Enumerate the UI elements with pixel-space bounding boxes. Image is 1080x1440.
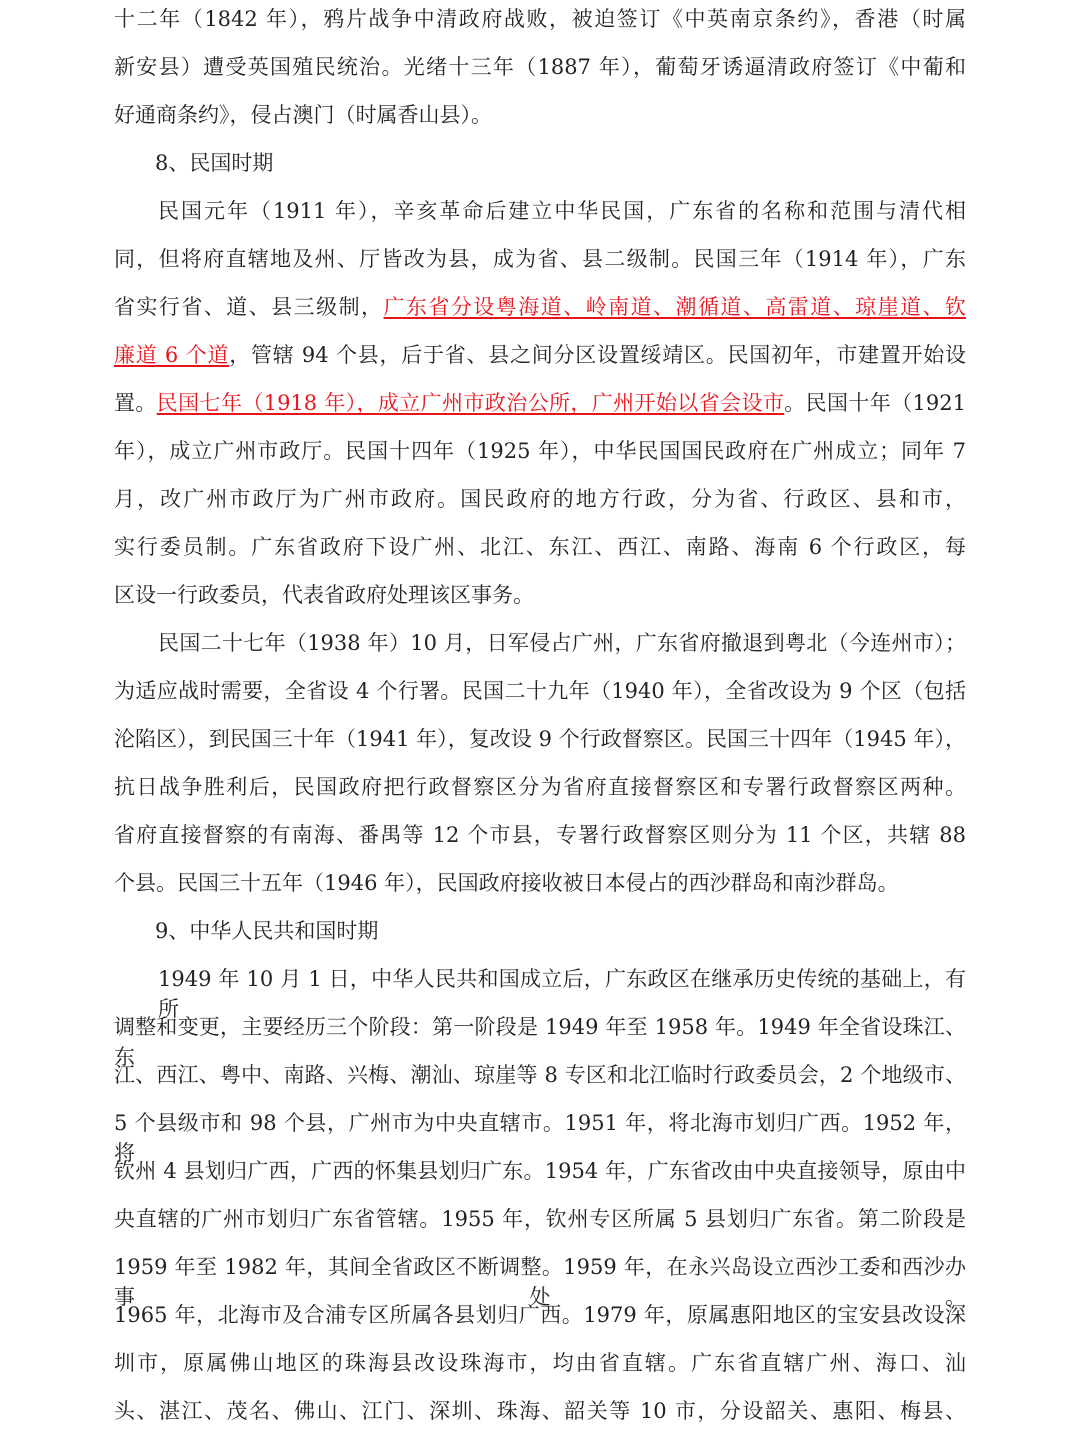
text-line: [114, 1348, 966, 1378]
text-segment: 1965 年，北海市及合浦专区所属各县划归广西。1979 年，原属惠阳地区的宝安县改设深: [114, 1303, 966, 1327]
text-line: [114, 1012, 966, 1069]
text-line: [114, 388, 966, 418]
text-segment: 江、西江、粤中、南路、兴梅、潮汕、琼崖等 8 专区和北江临时行政委员会，2 个地级市、: [114, 1063, 966, 1087]
text-segment: 9、中华人民共和国时期: [155, 919, 379, 943]
text-line: [114, 340, 966, 370]
text-segment: 月，改广州市政厅为广州市政府。国民政府的地方行政，分为省、行政区、县和市，: [114, 487, 966, 511]
text-line: [114, 292, 966, 322]
text-line: [114, 1108, 966, 1165]
text-segment: 置。: [114, 391, 157, 415]
text-segment: 实行委员制。广东省政府下设广州、北江、东江、西江、南路、海南 6 个行政区，每: [114, 535, 966, 559]
text-line: [114, 436, 966, 466]
text-segment: 民国二十七年（1938 年）10 月，日军侵占广州，广东省府撤退到粤北（今连州市）；: [158, 631, 966, 655]
text-segment: 圳市，原属佛山地区的珠海县改设珠海市，均由省直辖。广东省直辖广州、海口、汕: [114, 1351, 966, 1375]
text-segment: 8、民国时期: [155, 151, 274, 175]
text-segment: 央直辖的广州市划归广东省管辖。1955 年，钦州专区所属 5 县划归广东省。第二阶段是: [114, 1207, 966, 1231]
text-line: [114, 1396, 966, 1426]
text-segment: 个县。民国三十五年（1946 年），民国政府接收被日本侵占的西沙群岛和南沙群岛。: [114, 871, 899, 895]
text-line: [114, 1204, 966, 1234]
text-segment: 同，但将府直辖地及州、厅皆改为县，成为省、县二级制。民国三年（1914 年），广东: [114, 247, 966, 271]
text-line: [114, 820, 966, 850]
text-segment: 1949 年 10 月 1 日，中华人民共和国成立后，广东政区在继承历史传统的基础上，有所: [158, 967, 966, 1021]
text-line: [114, 1060, 966, 1090]
text-segment: ，管辖 94 个县，后于省、县之间分区设置绥靖区。民国初年，市建置开始设: [229, 343, 966, 367]
text-segment: 区设一行政委员，代表省政府处理该区事务。: [114, 583, 534, 607]
highlighted-text: 廉道 6 个道: [114, 343, 230, 367]
text-line: [114, 244, 966, 274]
text-line: [114, 1300, 966, 1330]
highlighted-text: 民国七年（1918 年），成立广州市政治公所，广州开始以省会设市: [156, 391, 785, 415]
text-segment: 钦州 4 县划归广西，广西的怀集县划归广东。1954 年，广东省改由中央直接领导，原由中: [114, 1159, 966, 1183]
text-line: [114, 772, 966, 802]
text-line: [114, 4, 966, 34]
section-heading: [155, 148, 1007, 178]
text-segment: 头、湛江、茂名、佛山、江门、深圳、珠海、韶关等 10 市，分设韶关、惠阳、梅县、: [114, 1399, 966, 1423]
text-segment: 省府直接督察的有南海、番禺等 12 个市县，专署行政督察区则分为 11 个区，共辖 88: [114, 823, 966, 847]
text-segment: 沦陷区），到民国三十年（1941 年），复改设 9 个行政督察区。民国三十四年（1945 年），: [114, 727, 966, 751]
text-segment: 调整和变更，主要经历三个阶段：第一阶段是 1949 年至 1958 年。1949 年全省设珠江、东: [114, 1015, 966, 1069]
text-segment: 民国元年（1911 年），辛亥革命后建立中华民国，广东省的名称和范围与清代相: [158, 199, 966, 223]
text-segment: 为适应战时需要，全省设 4 个行署。民国二十九年（1940 年），全省改设为 9 个区（包括: [114, 679, 966, 703]
text-line: [114, 676, 966, 706]
text-segment: 1959 年至 1982 年，其间全省政区不断调整。1959 年，在永兴岛设立西沙工委和西沙办事处。: [114, 1255, 966, 1309]
text-line: [158, 628, 966, 658]
text-line: [114, 580, 966, 610]
highlighted-text: 广东省分设粤海道、岭南道、潮循道、高雷道、琼崖道、钦: [383, 295, 966, 319]
text-line: [114, 100, 966, 130]
text-segment: 新安县）遭受英国殖民统治。光绪十三年（1887 年），葡萄牙诱逼清政府签订《中葡和: [114, 55, 966, 79]
text-segment: 5 个县级市和 98 个县，广州市为中央直辖市。1951 年，将北海市划归广西。1952 年，将: [114, 1111, 966, 1165]
text-segment: 年），成立广州市政厅。民国十四年（1925 年），中华民国国民政府在广州成立；同年 7: [114, 439, 966, 463]
text-line: [114, 52, 966, 82]
text-line: [158, 196, 966, 226]
section-heading: [155, 916, 1007, 946]
text-segment: 。民国十年（1921: [784, 391, 966, 415]
text-segment: 好通商条约》，侵占澳门（时属香山县）。: [114, 103, 492, 127]
text-line: [114, 1252, 966, 1309]
text-segment: 抗日战争胜利后，民国政府把行政督察区分为省府直接督察区和专署行政督察区两种。: [114, 775, 966, 799]
text-line: [114, 532, 966, 562]
text-line: [114, 868, 966, 898]
text-segment: 省实行省、道、县三级制，: [114, 295, 384, 319]
text-line: [114, 724, 966, 754]
text-line: [114, 484, 966, 514]
text-segment: 十二年（1842 年），鸦片战争中清政府战败，被迫签订《中英南京条约》，香港（时属: [114, 7, 966, 31]
text-line: [114, 1156, 966, 1186]
text-line: [158, 964, 966, 1021]
